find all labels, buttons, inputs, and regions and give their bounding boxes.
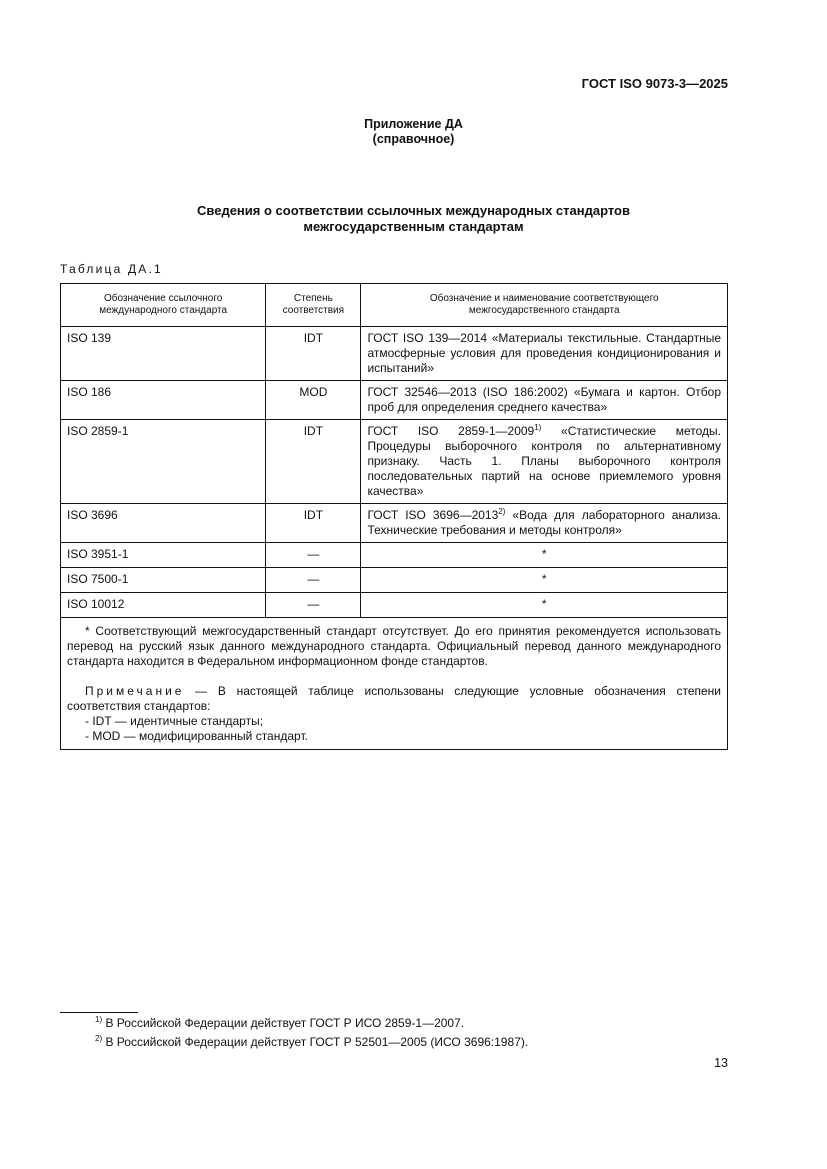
- cell-ref: ISO 186: [61, 381, 266, 420]
- cell-ref: ISO 7500-1: [61, 568, 266, 593]
- cell-degree: IDT: [266, 420, 361, 504]
- cell-title: *: [361, 543, 728, 568]
- cell-degree: MOD: [266, 381, 361, 420]
- footnote-2: [95, 1035, 528, 1049]
- header-ref-standard: Обозначение ссылочного международного стандарта: [61, 284, 266, 327]
- note-item-mod: - MOD — модифицированный стандарт.: [85, 729, 308, 743]
- correspondence-table: [60, 283, 728, 750]
- cell-ref: ISO 3696: [61, 504, 266, 543]
- table-row: [61, 593, 728, 618]
- cell-title-text: ГОСТ ISO 139—2014 «Материалы текстильные. Стандартные атмосферные условия для проведения кондиционирования и испытаний»: [367, 331, 721, 375]
- cell-degree: IDT: [266, 504, 361, 543]
- annex-title: Приложение ДА: [364, 117, 463, 131]
- cell-title-rest: «Статистические методы. Процедуры выборочного контроля по альтернативному признаку. Часть 1. Планы выборочного контроля последовательных партий на основе приемлемого уровня качества»: [367, 424, 721, 498]
- header-degree: Степень соответствия: [266, 284, 361, 327]
- table-notes: [61, 618, 728, 750]
- note-label: Примечание: [85, 684, 185, 698]
- cell-degree: IDT: [266, 327, 361, 381]
- note-text: — В настоящей таблице использованы следующие условные обозначения степени соответствия стандартов:: [67, 684, 721, 713]
- table-row: [61, 420, 728, 504]
- table-row: [61, 327, 728, 381]
- cell-title: [361, 420, 728, 504]
- footnote-mark-2: 2): [95, 1034, 103, 1043]
- cell-ref: ISO 139: [61, 327, 266, 381]
- cell-degree: —: [266, 593, 361, 618]
- table-row: [61, 504, 728, 543]
- table-note: [67, 684, 721, 714]
- table-notes-row: [61, 618, 728, 750]
- footnote-ref-2: 2): [498, 507, 506, 516]
- cell-title: [361, 381, 728, 420]
- footnote-text-2: В Российской Федерации действует ГОСТ Р 52501—2005 (ИСО 3696:1987).: [102, 1035, 529, 1049]
- document-code: ГОСТ ISO 9073-3—2025: [581, 76, 728, 91]
- cell-ref: ISO 3951-1: [61, 543, 266, 568]
- footnote-ref-1: 1): [534, 423, 542, 432]
- cell-title: [361, 327, 728, 381]
- table-row: [61, 381, 728, 420]
- table-row: [61, 568, 728, 593]
- table-header-row: [61, 284, 728, 327]
- footnote-1: [95, 1016, 464, 1030]
- annex-subtitle: (справочное): [372, 132, 455, 146]
- footnote-divider: [60, 1012, 138, 1013]
- cell-title-rest: «Вода для лабораторного анализа. Технические требования и методы контроля»: [367, 508, 721, 537]
- header-interstate-standard: Обозначение и наименование соответствующего межгосударственного стандарта: [361, 284, 728, 327]
- footnote-text-1: В Российской Федерации действует ГОСТ Р ИСО 2859-1—2007.: [102, 1016, 465, 1030]
- cell-title-text: ГОСТ 32546—2013 (ISO 186:2002) «Бумага и картон. Отбор проб для определения среднего качества»: [367, 385, 721, 414]
- cell-title: *: [361, 593, 728, 618]
- section-title-line2: межгосударственным стандартам: [303, 219, 524, 234]
- note-item-idt: - IDT — идентичные стандарты;: [85, 714, 264, 728]
- footnote-mark-1: 1): [95, 1015, 103, 1024]
- cell-title-text: ГОСТ ISO 2859-1—2009: [367, 424, 535, 438]
- page-number: 13: [714, 1056, 728, 1070]
- cell-ref: ISO 10012: [61, 593, 266, 618]
- table-row: [61, 543, 728, 568]
- cell-degree: —: [266, 568, 361, 593]
- cell-title: [361, 504, 728, 543]
- table-label: Таблица ДА.1: [60, 262, 163, 276]
- table-footnote-star: * Соответствующий межгосударственный стандарт отсутствует. До его принятия рекомендуется использовать перевод на русский язык данного международного стандарта. Официальный перевод данного международного стандарта находится в Федеральном информационном фонде стандартов.: [67, 624, 721, 668]
- cell-ref: ISO 2859-1: [61, 420, 266, 504]
- cell-title-text: ГОСТ ISO 3696—2013: [367, 508, 499, 522]
- cell-title: *: [361, 568, 728, 593]
- cell-degree: —: [266, 543, 361, 568]
- section-title-line1: Сведения о соответствии ссылочных международных стандартов: [197, 203, 630, 218]
